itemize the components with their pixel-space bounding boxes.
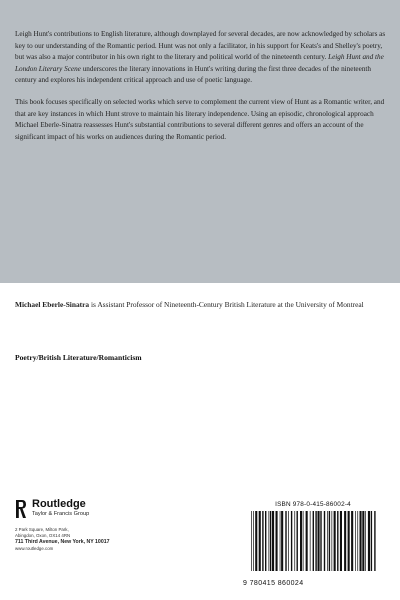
barcode-bar <box>355 511 356 571</box>
barcode-bar <box>310 511 311 571</box>
barcode-bar <box>327 511 328 571</box>
barcode-bar <box>297 511 298 571</box>
barcode-bar <box>291 511 292 571</box>
publisher-block <box>15 498 205 553</box>
barcode-bar <box>334 511 336 571</box>
publisher-logo <box>15 498 205 519</box>
address-ny: 711 Third Avenue, New York, NY 10017 <box>15 539 110 546</box>
barcode-bar <box>318 511 320 571</box>
barcode-icon <box>243 511 383 579</box>
barcode-bar <box>337 511 338 571</box>
barcode-bar <box>281 511 283 571</box>
barcode-bar <box>285 511 286 571</box>
barcode-bar <box>280 511 281 571</box>
description-paragraph-1 <box>15 29 387 87</box>
author-description: is Assistant Professor of Nineteenth-Century British Literature at the University of Montreal <box>89 300 364 309</box>
barcode-bar <box>344 511 346 571</box>
barcode-bar <box>360 511 362 571</box>
barcode-bar <box>306 511 308 571</box>
description-tail: underscores the literary innovations in Hunt's writing during the first three decades of the nineteenth century and explores his independent critical approach and use of poetic language. <box>15 64 372 85</box>
barcode-bar <box>320 511 321 571</box>
barcode-bar <box>303 511 304 571</box>
publisher-group: Taylor & Francis Group <box>32 511 90 517</box>
barcode-digits: 9 780415 860024 <box>243 580 304 587</box>
barcode-bar <box>294 511 295 571</box>
barcode-bar <box>365 511 366 571</box>
description-paragraph-2: This book focuses specifically on selected works which serve to complement the current view of Hunt as a Romantic writer, and that are key instances in which Hunt strove to maintain his literary independence. Using an episodic, chronological approach Michael Eberle-Sinatra reassesses Hunt's substantial contributions to several different genres and offers an account of the significant impact of his works on audiences during the Romantic period. <box>15 97 385 141</box>
publisher-name: Routledge <box>32 498 86 510</box>
barcode-bar <box>371 511 372 571</box>
barcode-bar <box>276 511 278 571</box>
barcode-bar <box>259 511 261 571</box>
barcode-bar <box>362 511 364 571</box>
barcode-bar <box>255 511 257 571</box>
barcode-bar <box>324 511 325 571</box>
author-bio <box>15 299 385 311</box>
routledge-logo-icon <box>15 499 27 519</box>
barcode-bar <box>272 511 274 571</box>
description-intro: Leigh Hunt's contributions to English literature, although downplayed for several decades, are now acknowledged by scholars as key to our understanding of the Romantic period. Hunt was not only a facilitator, in his support for Keats's and Shelley's poetry, but was also a major contributor in his own right to the literary and political world of the nineteenth century. <box>15 30 386 62</box>
barcode-bar <box>288 511 289 571</box>
barcode-bar <box>340 511 342 571</box>
barcode-bar <box>348 511 350 571</box>
subject-category: Poetry/British Literature/Romanticism <box>15 353 142 362</box>
barcode-bar <box>313 511 314 571</box>
barcode-bar <box>265 511 266 571</box>
publisher-address <box>15 527 205 553</box>
back-cover-lower <box>0 283 400 600</box>
book-title: Leigh Hunt and the London Literary Scene <box>15 53 384 73</box>
barcode-bar <box>374 511 375 571</box>
barcode-bar <box>251 511 252 571</box>
isbn-label: ISBN 978-0-415-86002-4 <box>275 501 351 508</box>
barcode-bar <box>270 511 271 571</box>
barcode-bar <box>351 511 353 571</box>
barcode-bar <box>262 511 263 571</box>
barcode-block <box>243 501 383 589</box>
barcode-bar <box>357 511 358 571</box>
barcode-bar <box>315 511 316 571</box>
publisher-website: www.routledge.com <box>15 546 54 552</box>
barcode-bar <box>269 511 270 571</box>
barcode-bar <box>368 511 370 571</box>
barcode-bar <box>253 511 254 571</box>
address-line-1: 2 Park Square, Milton Park, <box>15 527 69 532</box>
author-name: Michael Eberle-Sinatra <box>15 300 90 309</box>
barcode-bar <box>300 511 302 571</box>
book-description <box>15 29 387 153</box>
description-panel <box>0 0 400 283</box>
address-line-2: Abingdon, Oxon, OX14 4RN <box>15 533 71 539</box>
barcode-bar <box>329 511 330 571</box>
barcode-bar <box>332 511 333 571</box>
